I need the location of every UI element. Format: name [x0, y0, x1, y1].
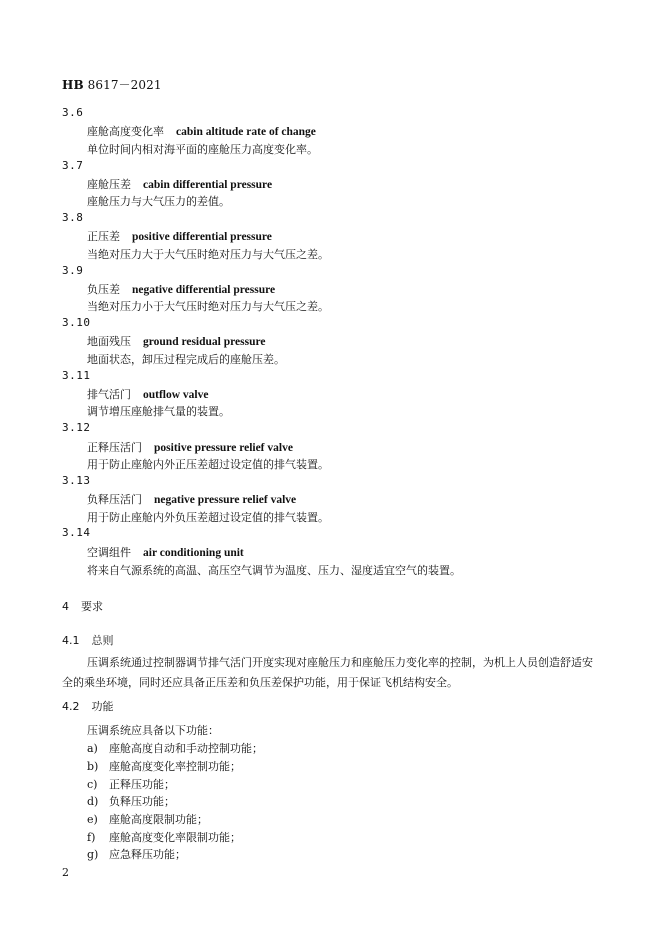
clause-number: 3.11 — [62, 369, 91, 382]
term-definition: 座舱压力与大气压力的差值。 — [87, 195, 230, 208]
list-item-label: f) — [87, 831, 96, 844]
list-item-label: a) — [87, 742, 98, 755]
list-item — [87, 740, 263, 756]
term-definition: 地面状态，卸压过程完成后的座舱压差。 — [87, 353, 285, 366]
list-item-text: 座舱高度限制功能； — [109, 813, 208, 826]
term-definition: 调节增压座舱排气量的装置。 — [87, 405, 230, 418]
clause-number: 3.10 — [62, 316, 91, 329]
term-entry — [87, 176, 272, 192]
list-item-label: g) — [87, 848, 99, 861]
section-title: 要求 — [81, 600, 103, 613]
list-item-label: b) — [87, 760, 99, 773]
term-entry — [87, 228, 272, 244]
clause-number: 3.8 — [62, 211, 84, 224]
page-number: 2 — [62, 866, 69, 879]
term-en: cabin altitude rate of change — [176, 126, 316, 138]
term-definition: 当绝对压力大于大气压时绝对压力与大气压之差。 — [87, 248, 329, 261]
term-zh: 地面残压 — [87, 335, 131, 348]
term-zh: 负释压活门 — [87, 493, 142, 506]
term-en: ground residual pressure — [143, 336, 266, 348]
term-definition: 用于防止座舱内外正压差超过设定值的排气装置。 — [87, 458, 329, 471]
list-item — [87, 758, 241, 774]
clause-number: 3.9 — [62, 264, 84, 277]
standard-header — [62, 76, 162, 93]
list-item-text: 座舱高度变化率控制功能； — [109, 760, 241, 773]
term-en: negative pressure relief valve — [154, 494, 297, 506]
list-item — [87, 846, 186, 862]
term-definition: 当绝对压力小于大气压时绝对压力与大气压之差。 — [87, 300, 329, 313]
subsection-number: 4.1 — [62, 634, 80, 647]
standard-prefix: HB — [62, 78, 84, 92]
subsection-heading — [62, 632, 114, 648]
list-item-label: e) — [87, 813, 98, 826]
term-definition: 单位时间内相对海平面的座舱压力高度变化率。 — [87, 143, 318, 156]
section-heading — [62, 598, 103, 614]
term-definition: 用于防止座舱内外负压差超过设定值的排气装置。 — [87, 511, 329, 524]
clause-number: 3.14 — [62, 526, 91, 539]
term-en: outflow valve — [143, 389, 209, 401]
body-paragraph: 压调系统通过控制器调节排气活门开度实现对座舱压力和座舱压力变化率的控制，为机上人员创造舒适安全的乘坐环境，同时还应具备正压差和负压差保护功能，用于保证飞机结构安全。 — [62, 656, 593, 689]
list-item-label: c) — [87, 778, 98, 791]
term-entry — [87, 491, 296, 507]
clause-number: 3.7 — [62, 159, 84, 172]
term-zh: 座舱压差 — [87, 178, 131, 191]
term-definition: 将来自气源系统的高温、高压空气调节为温度、压力、湿度适宜空气的装置。 — [87, 564, 461, 577]
list-item-text: 应急释压功能； — [109, 848, 186, 861]
term-entry — [87, 439, 293, 455]
term-entry — [87, 123, 316, 139]
term-zh: 正释压活门 — [87, 441, 142, 454]
list-item-text: 负释压功能； — [109, 795, 175, 808]
list-item-text: 座舱高度自动和手动控制功能； — [109, 742, 263, 755]
list-item-text: 正释压功能； — [109, 778, 175, 791]
term-entry — [87, 386, 208, 402]
term-zh: 座舱高度变化率 — [87, 125, 164, 138]
list-item-text: 座舱高度变化率限制功能； — [109, 831, 241, 844]
term-en: positive differential pressure — [132, 231, 272, 243]
term-zh: 空调组件 — [87, 546, 131, 559]
clause-number: 3.12 — [62, 421, 91, 434]
term-en: negative differential pressure — [132, 284, 276, 296]
list-item — [87, 793, 175, 809]
term-zh: 正压差 — [87, 230, 120, 243]
term-entry — [87, 544, 244, 560]
clause-number: 3.6 — [62, 106, 84, 119]
term-zh: 排气活门 — [87, 388, 131, 401]
clause-number: 3.13 — [62, 474, 91, 487]
list-item-label: d) — [87, 795, 99, 808]
list-item — [87, 811, 208, 827]
subsection-number: 4.2 — [62, 700, 80, 713]
term-en: cabin differential pressure — [143, 179, 273, 191]
list-intro: 压调系统应具备以下功能： — [87, 724, 219, 737]
list-item — [87, 776, 175, 792]
term-entry — [87, 281, 275, 297]
list-item — [87, 829, 241, 845]
term-zh: 负压差 — [87, 283, 120, 296]
term-entry — [87, 333, 266, 349]
term-en: positive pressure relief valve — [154, 442, 293, 454]
term-en: air conditioning unit — [143, 547, 244, 559]
subsection-title: 总则 — [91, 634, 114, 647]
section-number: 4 — [62, 600, 69, 613]
subsection-title: 功能 — [91, 700, 114, 713]
standard-number: 8617－2021 — [87, 78, 162, 92]
subsection-heading — [62, 698, 114, 714]
